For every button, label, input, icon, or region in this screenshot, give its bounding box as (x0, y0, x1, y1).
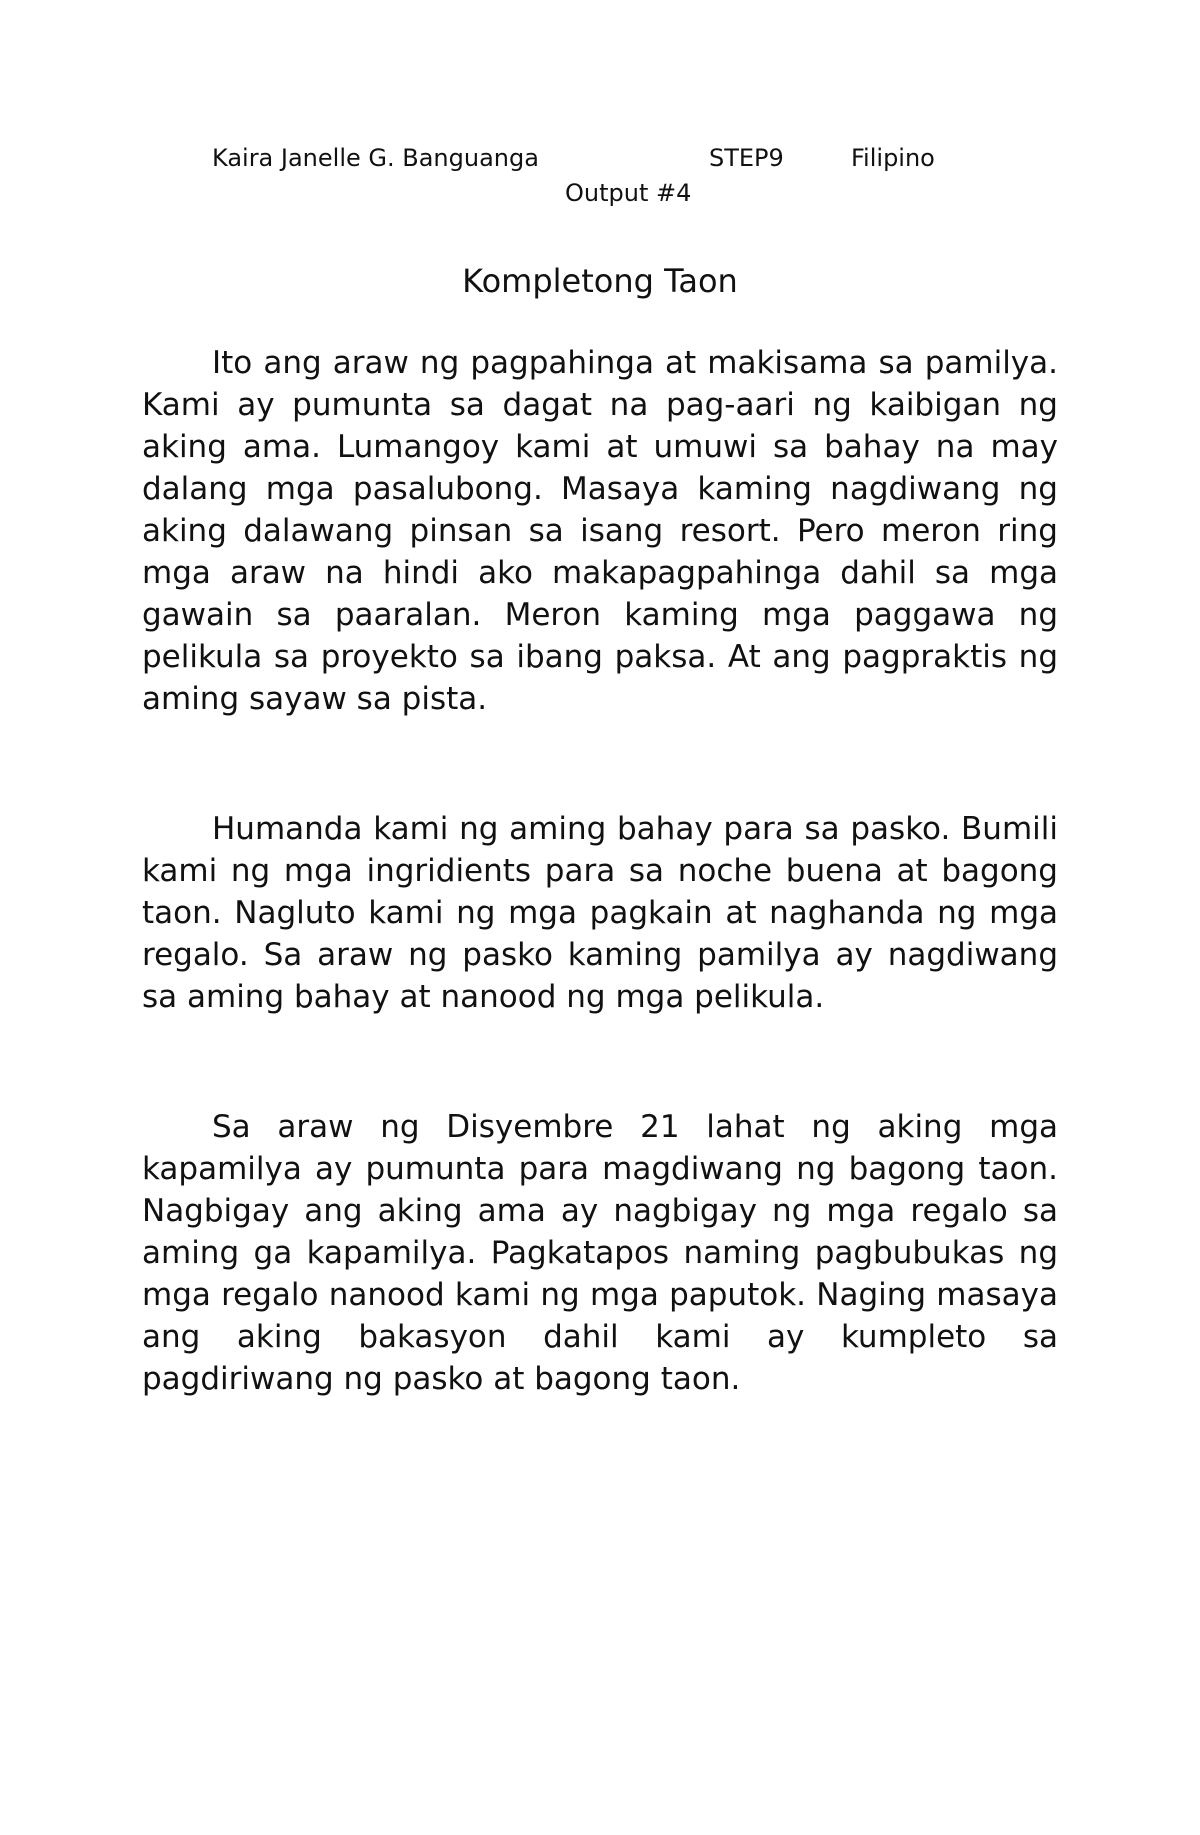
paragraph-3: Sa araw ng Disyembre 21 lahat ng aking mga kapamilya ay pumunta para magdiwang ng bagong taon. Nagbigay ang aking ama ay nagbigay ng mga regalo sa aming ga kapamilya. Pagkatapos naming pagbubukas ng mga regalo nanood kami ng mga paputok. Naging masaya ang aking bakasyon dahil kami ay kumpleto sa pagdiriwang ng pasko at bagong taon. (142, 1109, 1058, 1397)
document-title: Kompletong Taon (462, 262, 738, 300)
paragraph-1: Ito ang araw ng pagpahinga at makisama sa pamilya. Kami ay pumunta sa dagat na pag-aari ng kaibigan ng aking ama. Lumangoy kami at umuwi sa bahay na may dalang mga pasalubong. Masaya kaming nagdiwang ng aking dalawang pinsan sa isang resort. Pero meron ring mga araw na hindi ako makapagpahinga dahil sa mga gawain sa paaralan. Meron kaming mga paggawa ng pelikula sa proyekto sa ibang paksa. At ang pagpraktis ng aming sayaw sa pista. (142, 345, 1058, 717)
output-number: Output #4 (565, 179, 692, 207)
subject-name: Filipino (851, 144, 935, 172)
paragraph-2: Humanda kami ng aming bahay para sa pasko. Bumili kami ng mga ingridients para sa noche buena at bagong taon. Nagluto kami ng mga pagkain at naghanda ng mga regalo. Sa araw ng pasko kaming pamilya ay nagdiwang sa aming bahay at nanood ng mga pelikula. (142, 811, 1058, 1015)
author-name: Kaira Janelle G. Banguanga (212, 144, 539, 172)
class-section: STEP9 (709, 144, 784, 172)
